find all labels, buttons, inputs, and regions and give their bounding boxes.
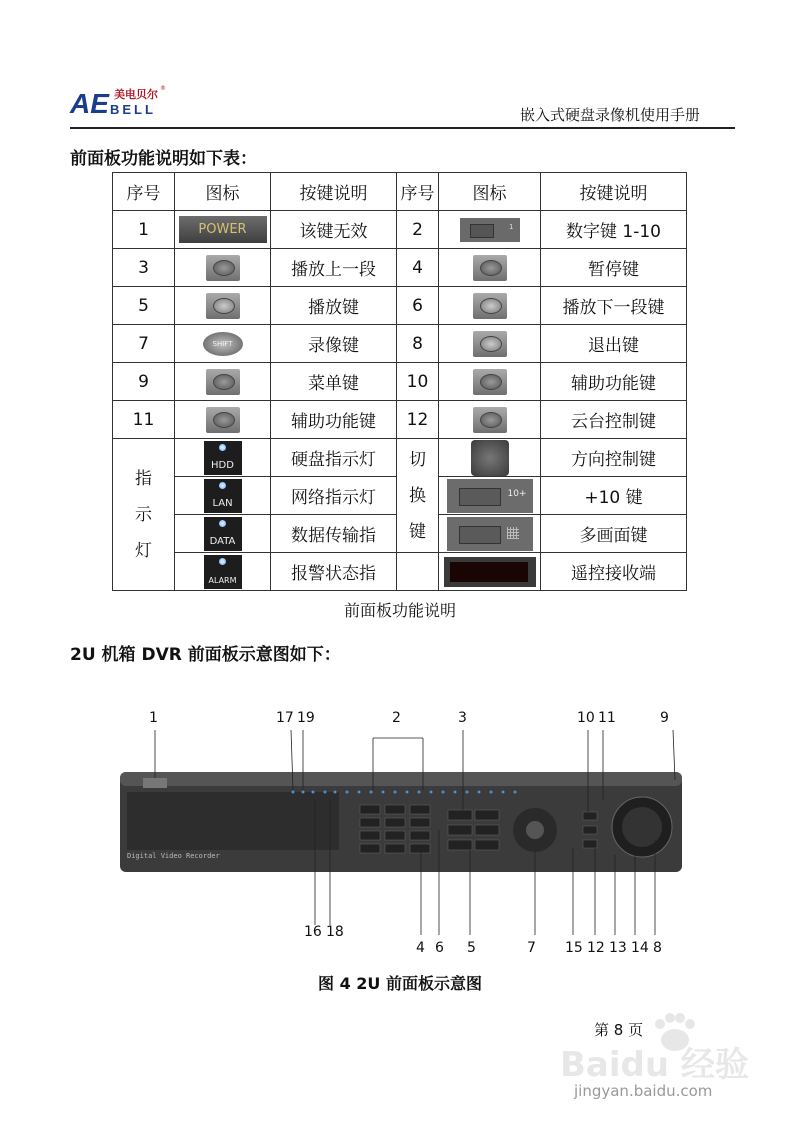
row-number: 2 <box>397 211 439 249</box>
dvr-front-panel-figure <box>115 730 690 950</box>
icon-cell <box>175 553 271 591</box>
callout-label: 18 <box>326 924 344 940</box>
icon-cell <box>439 477 541 515</box>
exit-button-icon <box>473 331 507 357</box>
callout-label: 5 <box>467 940 476 956</box>
aebell-logo <box>70 80 165 118</box>
icon-cell <box>175 439 271 477</box>
callout-label: 6 <box>435 940 444 956</box>
header-cell: 按键说明 <box>541 173 687 211</box>
table-row <box>113 363 687 401</box>
key-description: 辅助功能键 <box>271 401 397 439</box>
icon-cell <box>439 401 541 439</box>
header-cell: 图标 <box>439 173 541 211</box>
table-header-row <box>113 173 687 211</box>
ptz-control-button-icon <box>473 407 507 433</box>
key-description: 播放上一段 <box>271 249 397 287</box>
callout-label: 7 <box>527 940 536 956</box>
row-number: 8 <box>397 325 439 363</box>
icon-cell <box>439 325 541 363</box>
svg-text:Baidu 经验: Baidu 经验 <box>560 1045 749 1085</box>
header-cell: 序号 <box>113 173 175 211</box>
prev-segment-button-icon <box>206 255 240 281</box>
row-number: 1 <box>113 211 175 249</box>
row-number: 4 <box>397 249 439 287</box>
icon-cell <box>439 249 541 287</box>
key-description: 多画面键 <box>541 515 687 553</box>
row-number: 3 <box>113 249 175 287</box>
key-description: 播放键 <box>271 287 397 325</box>
document-header-title: 嵌入式硬盘录像机使用手册 <box>519 106 700 124</box>
svg-text:AE: AE <box>70 88 109 119</box>
assist-function-button-icon <box>206 407 240 433</box>
data-indicator-icon: DATA <box>204 517 242 551</box>
row-number: 10 <box>397 363 439 401</box>
figure-intro: 2U 机箱 DVR 前面板示意图如下： <box>70 645 341 665</box>
icon-cell <box>175 477 271 515</box>
table-row <box>113 325 687 363</box>
callout-label: 2 <box>392 710 401 726</box>
next-segment-button-icon <box>473 293 507 319</box>
header-cell: 图标 <box>175 173 271 211</box>
callout-label: 13 <box>609 940 627 956</box>
callout-label: 8 <box>653 940 662 956</box>
row-number: 9 <box>113 363 175 401</box>
callout-label: 1 <box>149 710 158 726</box>
svg-text:®: ® <box>160 85 166 92</box>
pause-button-icon <box>473 255 507 281</box>
callout-label: 11 <box>598 710 616 726</box>
table-row <box>113 401 687 439</box>
table-row <box>113 249 687 287</box>
row-number: 7 <box>113 325 175 363</box>
key-description: 暂停键 <box>541 249 687 287</box>
callout-label: 12 <box>587 940 605 956</box>
ir-receiver-icon <box>444 557 536 587</box>
shift-record-button-icon: SHIFT <box>203 332 243 356</box>
svg-text:Digital Video Recorder: Digital Video Recorder <box>127 852 220 860</box>
empty-cell <box>397 553 439 591</box>
header-cell: 按键说明 <box>271 173 397 211</box>
figure-caption: 图 4 2U 前面板示意图 <box>318 974 482 993</box>
plus10-button-icon: 10+ <box>447 479 533 513</box>
indicator-group-label: 指 示 灯 <box>113 439 175 591</box>
menu-button-icon <box>206 369 240 395</box>
callout-label: 3 <box>458 710 467 726</box>
front-panel-function-table <box>112 172 687 591</box>
number-key-icon: 1 <box>460 218 520 242</box>
key-description: 云台控制键 <box>541 401 687 439</box>
multi-screen-button-icon <box>447 517 533 551</box>
header-cell: 序号 <box>397 173 439 211</box>
key-description: 录像键 <box>271 325 397 363</box>
icon-cell <box>175 325 271 363</box>
key-description: 数字键 1-10 <box>541 211 687 249</box>
key-description: 报警状态指 <box>271 553 397 591</box>
key-description: +10 键 <box>541 477 687 515</box>
alarm-indicator-icon: ALARM <box>204 555 242 589</box>
table-row <box>113 439 687 477</box>
header-divider <box>70 127 735 129</box>
icon-cell <box>175 249 271 287</box>
direction-jog-icon <box>471 440 509 476</box>
icon-cell <box>175 515 271 553</box>
key-description: 该键无效 <box>271 211 397 249</box>
callout-label: 4 <box>416 940 425 956</box>
callout-label: 17 <box>276 710 294 726</box>
table-row <box>113 287 687 325</box>
row-number: 5 <box>113 287 175 325</box>
watermark-url: jingyan.baidu.com <box>574 1082 713 1100</box>
icon-cell <box>439 439 541 477</box>
table-caption: 前面板功能说明 <box>343 601 456 620</box>
hdd-indicator-icon: HDD <box>204 441 242 475</box>
play-button-icon <box>206 293 240 319</box>
icon-cell <box>439 553 541 591</box>
icon-cell <box>439 515 541 553</box>
switch-group-label: 切 换 键 <box>397 439 439 553</box>
icon-cell <box>439 287 541 325</box>
key-description: 网络指示灯 <box>271 477 397 515</box>
row-number: 6 <box>397 287 439 325</box>
callout-label: 14 <box>631 940 649 956</box>
callout-label: 16 <box>304 924 322 940</box>
power-button-icon: POWER <box>179 216 267 243</box>
key-description: 遥控接收端 <box>541 553 687 591</box>
svg-text:美电贝尔: 美电贝尔 <box>114 88 158 101</box>
table-row <box>113 553 687 591</box>
icon-cell <box>175 363 271 401</box>
key-description: 方向控制键 <box>541 439 687 477</box>
callout-label: 15 <box>565 940 583 956</box>
key-description: 硬盘指示灯 <box>271 439 397 477</box>
section-intro: 前面板功能说明如下表： <box>70 149 257 169</box>
assist-function-button-icon <box>473 369 507 395</box>
lan-indicator-icon: LAN <box>204 479 242 513</box>
page-number: 第 8 页 <box>594 1021 644 1039</box>
row-number: 11 <box>113 401 175 439</box>
key-description: 菜单键 <box>271 363 397 401</box>
icon-cell <box>175 287 271 325</box>
icon-cell <box>175 401 271 439</box>
callout-label: 19 <box>297 710 315 726</box>
svg-text:BELL: BELL <box>110 102 156 117</box>
key-description: 退出键 <box>541 325 687 363</box>
key-description: 播放下一段键 <box>541 287 687 325</box>
row-number: 12 <box>397 401 439 439</box>
icon-cell <box>175 211 271 249</box>
table-row <box>113 211 687 249</box>
icon-cell <box>439 363 541 401</box>
callout-label: 9 <box>660 710 669 726</box>
key-description: 辅助功能键 <box>541 363 687 401</box>
key-description: 数据传输指 <box>271 515 397 553</box>
callout-label: 10 <box>577 710 595 726</box>
icon-cell <box>439 211 541 249</box>
